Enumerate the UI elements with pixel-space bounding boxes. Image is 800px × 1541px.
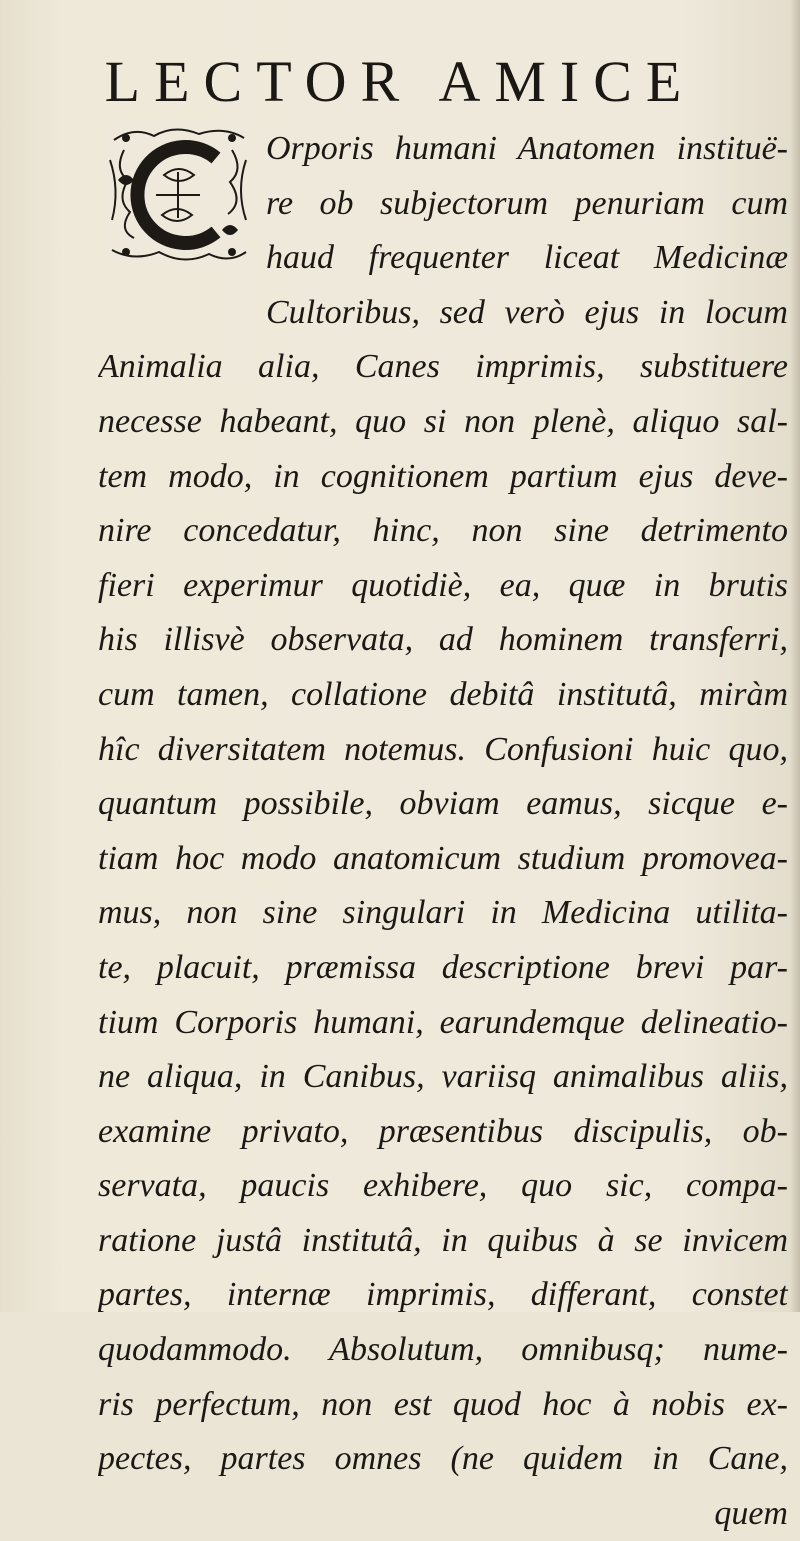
text-line: hîc diversitatem notemus. Confusioni huic quo, <box>98 730 788 768</box>
text-line: necesse habeant, quo si non plenè, aliquo sal- <box>98 402 788 440</box>
text-line: ris perfectum, non est quod hoc à nobis ex- <box>98 1385 788 1423</box>
text-line: his illisvè observata, ad hominem transferri, <box>98 621 788 659</box>
text-line: servata, paucis exhibere, quo sic, compa- <box>98 1167 788 1205</box>
text-line: cum tamen, collatione debitâ institutâ, miràm <box>98 675 788 713</box>
text-line: pectes, partes omnes (ne quidem in Cane, <box>98 1440 788 1478</box>
text-line: Cultoribus, sed verò ejus in locum <box>266 293 788 331</box>
text-line: ratione justâ institutâ, in quibus à se invicem <box>98 1221 788 1259</box>
text-line: quantum possibile, obviam eamus, sicque e- <box>98 785 788 823</box>
text-line: re ob subjectorum penuriam cum <box>266 184 788 222</box>
catchword: quem <box>714 1494 788 1532</box>
text-line: fieri experimur quotidiè, ea, quæ in brutis <box>98 566 788 604</box>
text-line: mus, non sine singulari in Medicina utilita- <box>98 894 788 932</box>
text-line: tium Corporis humani, earundemque delineatio- <box>98 1003 788 1041</box>
text-line: tiam hoc modo anatomicum studium promovea- <box>98 839 788 877</box>
text-line: ne aliqua, in Canibus, variisq animalibus aliis, <box>98 1058 788 1096</box>
text-line: haud frequenter liceat Medicinæ <box>266 239 788 277</box>
text-line: partes, internæ imprimis, differant, constet <box>98 1276 788 1314</box>
text-line: te, placuit, præmissa descriptione brevi par- <box>98 948 788 986</box>
text-line: Animalia alia, Canes imprimis, substituere <box>98 348 788 386</box>
body-text <box>98 122 788 1541</box>
text-line: quodammodo. Absolutum, omnibusq; nume- <box>98 1331 788 1369</box>
text-line: examine privato, præsentibus discipulis, ob- <box>98 1112 788 1150</box>
text-line: tem modo, in cognitionem partium ejus deve- <box>98 457 788 495</box>
text-line: Orporis humani Anatomen instituë- <box>266 130 788 167</box>
page-heading: LECTOR AMICE <box>104 49 696 114</box>
page-edge-shadow <box>790 0 800 1312</box>
text-line: nire concedatur, hinc, non sine detrimento <box>98 512 788 550</box>
